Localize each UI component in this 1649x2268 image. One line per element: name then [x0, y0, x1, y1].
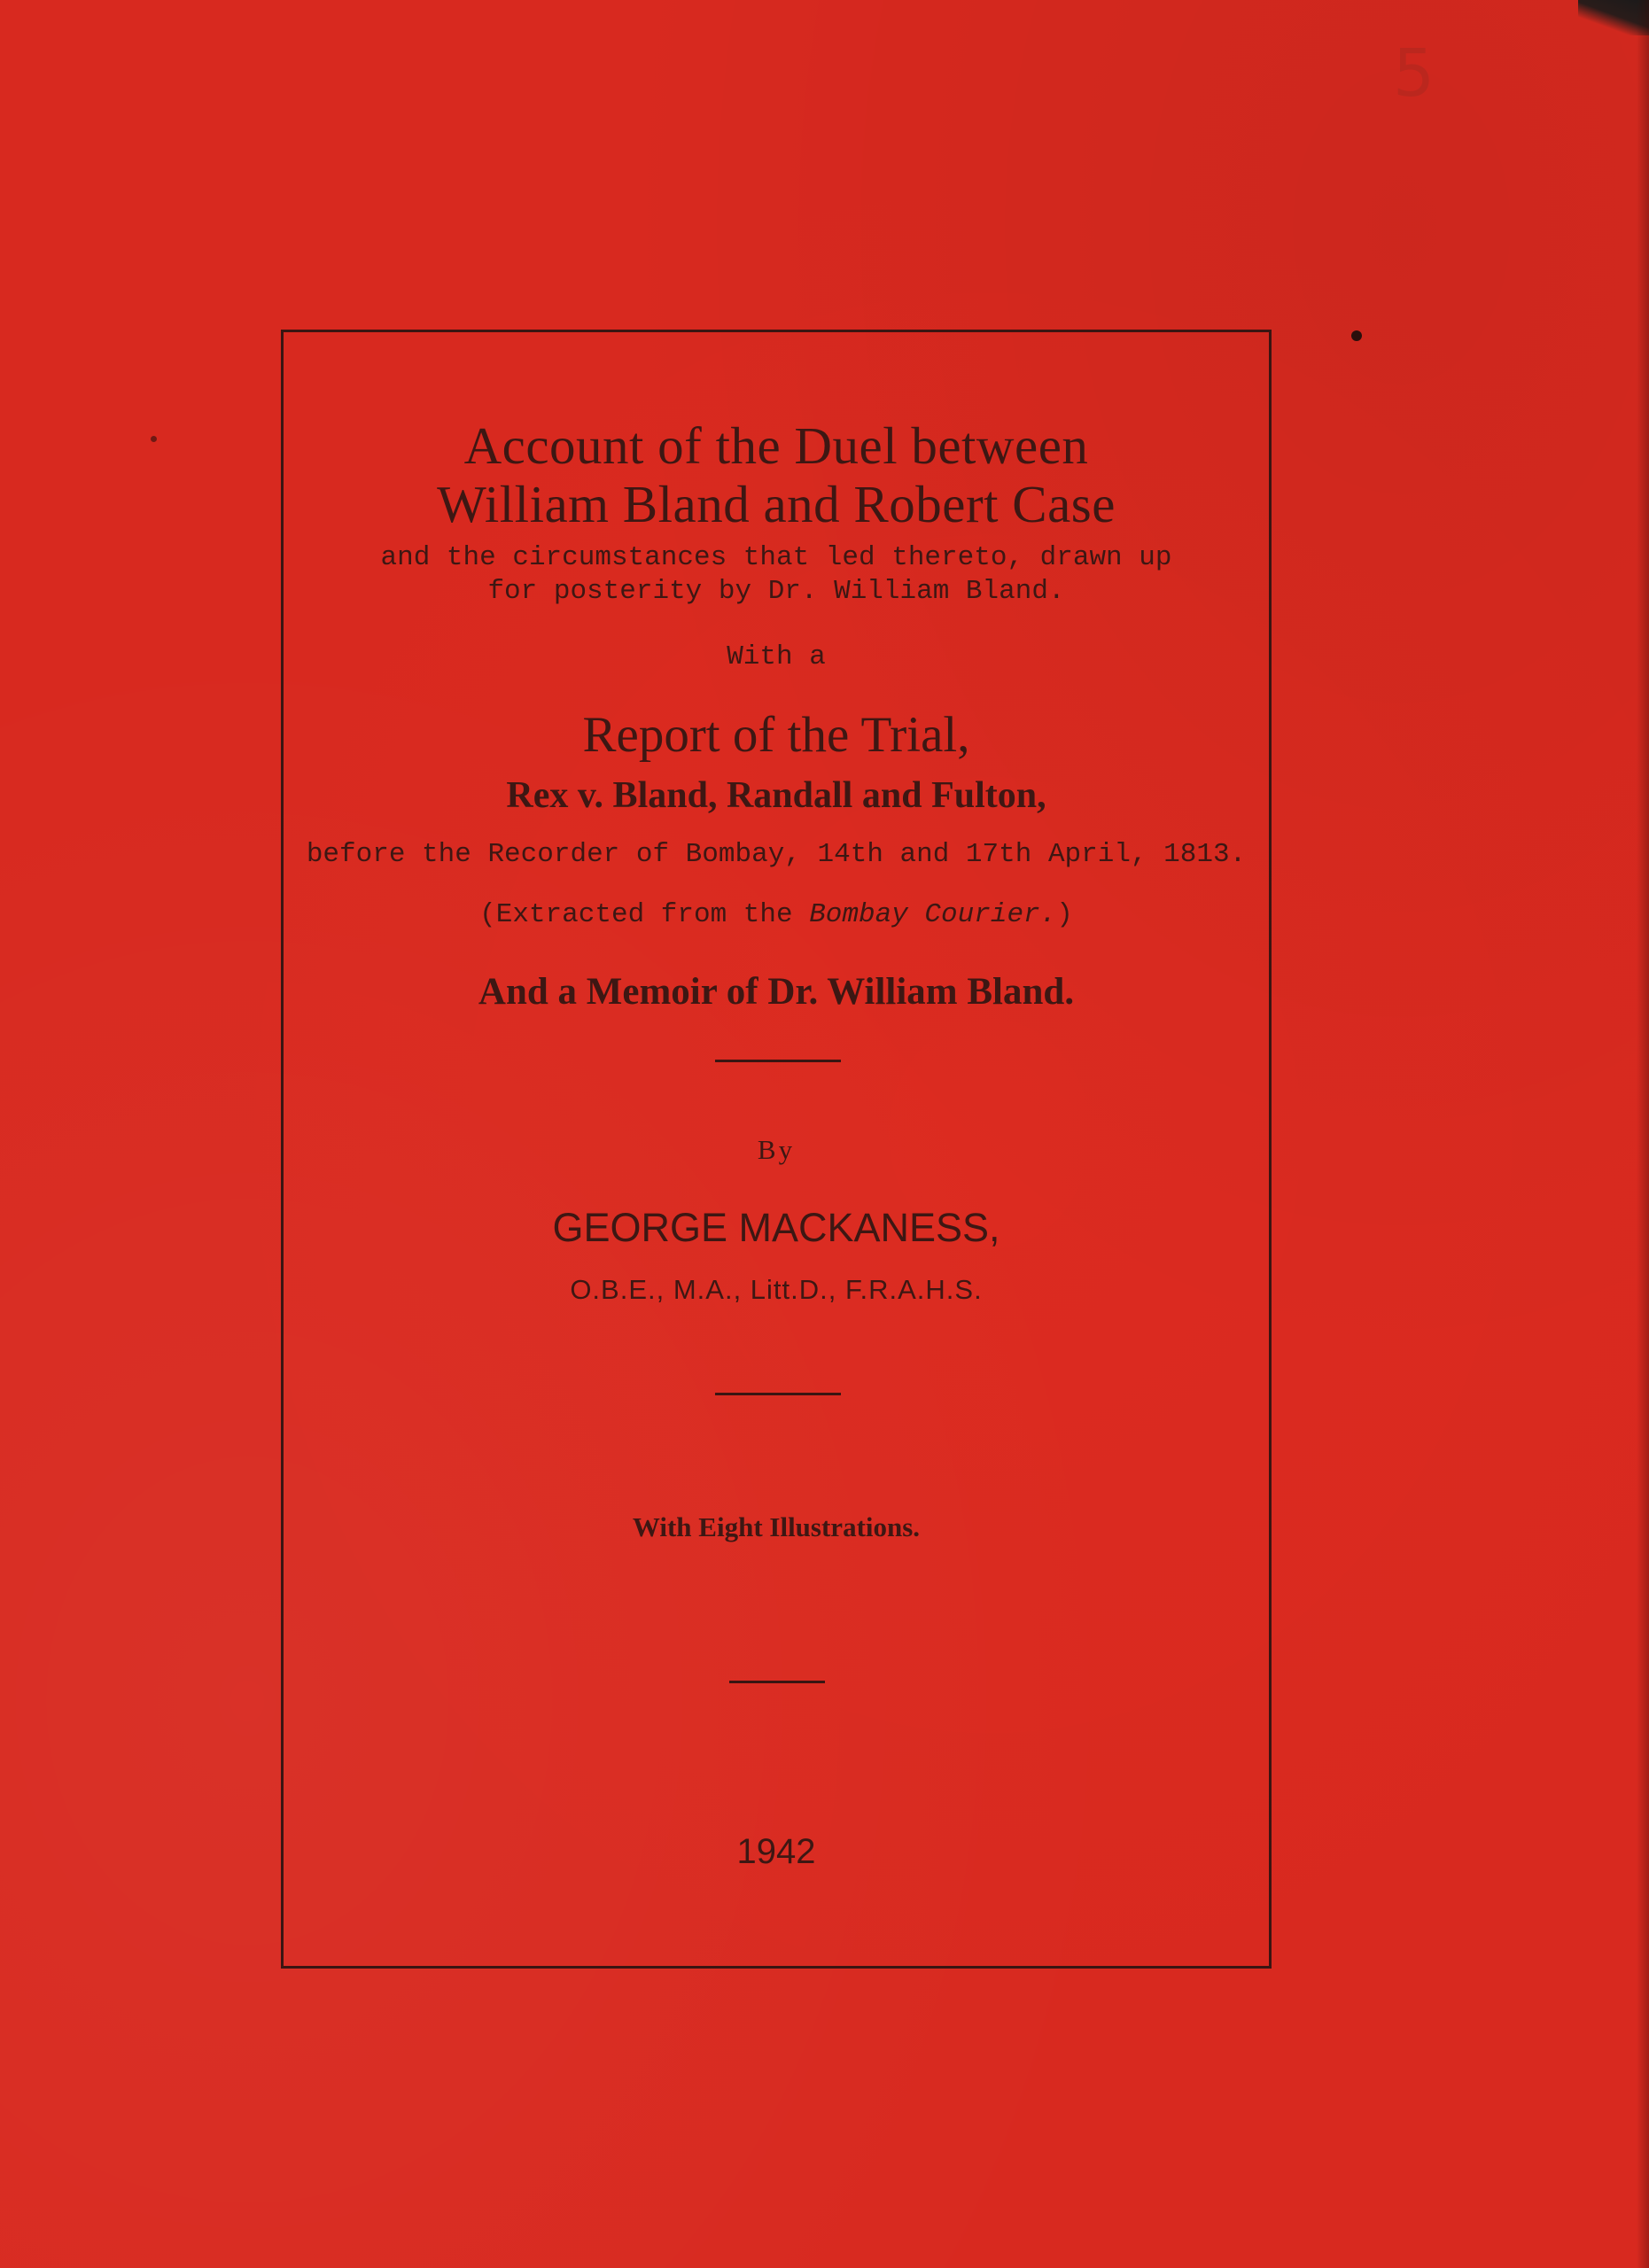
author-name: GEORGE MACKANESS,: [552, 1205, 1000, 1250]
ink-speck: [151, 436, 157, 442]
memoir-line: And a Memoir of Dr. William Bland.: [478, 971, 1075, 1013]
subtitle-line-2: for posterity by Dr. William Bland.: [487, 576, 1065, 607]
ink-speck: [1351, 330, 1362, 341]
by-label: By: [757, 1134, 796, 1165]
divider-1: [715, 1060, 841, 1062]
extract-note: [281, 899, 1272, 930]
report-heading: Report of the Trial,: [582, 707, 970, 763]
title-line-1: Account of the Duel between: [463, 416, 1089, 475]
court-line: before the Recorder of Bombay, 14th and 17th April, 1813.: [306, 839, 1247, 870]
extract-prefix: (Extracted from the: [479, 899, 810, 930]
case-name: Rex v. Bland, Randall and Fulton,: [506, 775, 1046, 816]
illustrations-note: With Eight Illustrations.: [632, 1511, 921, 1542]
extract-suffix: ): [1056, 899, 1073, 930]
author-qualifications: O.B.E., M.A., Litt.D., F.R.A.H.S.: [570, 1274, 983, 1305]
divider-2: [715, 1393, 841, 1395]
divider-3: [729, 1681, 825, 1683]
extract-source: Bombay Courier.: [809, 899, 1057, 930]
page-edge: [1637, 0, 1649, 2268]
with-a-text: With a: [727, 641, 826, 672]
page-number: 5: [1393, 35, 1435, 112]
publication-year: 1942: [736, 1832, 816, 1871]
subtitle-line-1: and the circumstances that led thereto, drawn up: [380, 542, 1172, 573]
title-line-2: William Bland and Robert Case: [437, 475, 1116, 533]
